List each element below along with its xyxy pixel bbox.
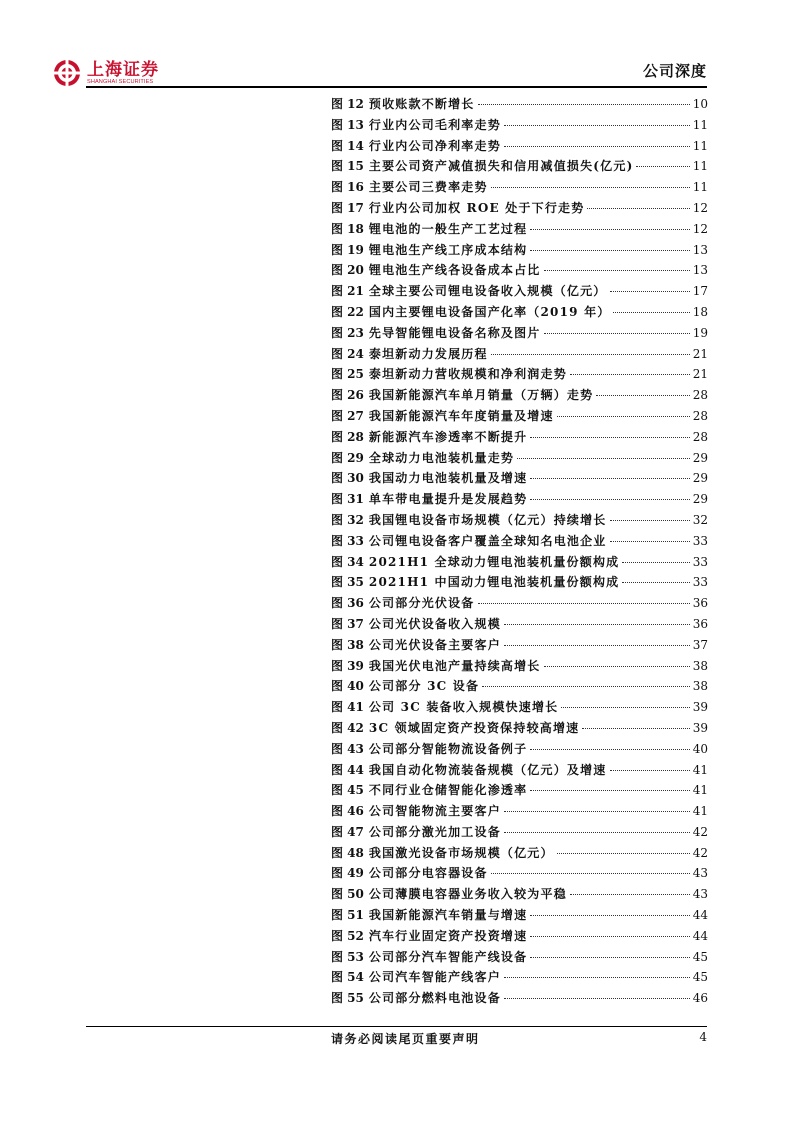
toc-page-number: 42 — [692, 845, 708, 860]
toc-figure-label: 图 14 — [331, 138, 364, 153]
toc-figure-title: 公司薄膜电容器业务收入较为平稳 — [368, 887, 567, 902]
toc-entry[interactable] — [331, 282, 708, 303]
toc-dot-leader — [478, 104, 690, 105]
toc-dot-leader — [530, 499, 689, 500]
toc-dot-leader — [530, 229, 689, 230]
toc-entry[interactable] — [331, 553, 708, 574]
toc-figure-title: 我国光伏电池产量持续高增长 — [368, 658, 541, 673]
toc-dot-leader — [610, 541, 690, 542]
toc-dot-leader — [557, 853, 690, 854]
toc-page-number: 29 — [692, 492, 708, 507]
toc-dot-leader — [636, 166, 689, 167]
toc-figure-title: 我国新能源汽车销量与增速 — [368, 908, 528, 923]
toc-figure-title: 公司部分 3C 设备 — [368, 679, 480, 694]
toc-dot-leader — [544, 270, 690, 271]
toc-entry[interactable] — [331, 511, 708, 532]
toc-figure-label: 图 40 — [331, 679, 364, 694]
logo-chinese-name: 上海证券 — [87, 59, 159, 80]
toc-page-number: 13 — [692, 263, 708, 278]
toc-dot-leader — [530, 936, 689, 937]
toc-figure-label: 图 33 — [331, 533, 364, 548]
toc-dot-leader — [570, 894, 690, 895]
footer-disclaimer: 请务必阅读尾页重要声明 — [331, 1032, 480, 1046]
toc-dot-leader — [491, 354, 690, 355]
toc-entry[interactable] — [331, 532, 708, 553]
toc-figure-label: 图 42 — [331, 720, 364, 735]
toc-figure-label: 图 41 — [331, 700, 364, 715]
toc-entry[interactable] — [331, 594, 708, 615]
toc-page-number: 32 — [692, 512, 708, 527]
toc-figure-label: 图 28 — [331, 429, 364, 444]
toc-entry[interactable] — [331, 761, 708, 782]
footer-divider — [86, 1026, 707, 1027]
toc-dot-leader — [530, 749, 689, 750]
toc-page-number: 46 — [692, 991, 708, 1006]
toc-page-number: 28 — [692, 408, 708, 423]
toc-page-number: 18 — [692, 304, 708, 319]
toc-entry[interactable] — [331, 573, 708, 594]
toc-dot-leader — [482, 686, 690, 687]
header-divider — [86, 86, 707, 88]
toc-figure-title: 公司 3C 装备收入规模快速增长 — [368, 700, 559, 715]
toc-figure-title: 公司光伏设备主要客户 — [368, 637, 501, 652]
toc-figure-label: 图 25 — [331, 367, 364, 382]
toc-entry[interactable] — [331, 241, 708, 262]
toc-entry[interactable] — [331, 449, 708, 470]
toc-entry[interactable] — [331, 137, 708, 158]
page-number: 4 — [699, 1030, 707, 1044]
toc-dot-leader — [504, 645, 690, 646]
toc-page-number: 36 — [692, 616, 708, 631]
toc-entry[interactable] — [331, 95, 708, 116]
toc-figure-label: 图 47 — [331, 824, 364, 839]
toc-figure-label: 图 20 — [331, 263, 364, 278]
toc-entry[interactable] — [331, 469, 708, 490]
toc-figure-title: 公司部分光伏设备 — [368, 596, 475, 611]
toc-dot-leader — [530, 478, 689, 479]
toc-dot-leader — [622, 582, 689, 583]
toc-figure-label: 图 51 — [331, 908, 364, 923]
toc-page-number: 33 — [692, 575, 708, 590]
toc-figure-title: 我国激光设备市场规模（亿元） — [368, 845, 554, 860]
toc-page-number: 28 — [692, 429, 708, 444]
toc-figure-label: 图 23 — [331, 325, 364, 340]
toc-figure-title: 公司部分燃料电池设备 — [368, 991, 501, 1006]
toc-dot-leader — [504, 125, 690, 126]
toc-figure-title: 行业内公司毛利率走势 — [368, 117, 501, 132]
toc-entry[interactable] — [331, 927, 708, 948]
toc-figure-label: 图 50 — [331, 887, 364, 902]
toc-figure-label: 图 48 — [331, 845, 364, 860]
toc-entry[interactable] — [331, 719, 708, 740]
toc-dot-leader — [504, 146, 690, 147]
toc-entry[interactable] — [331, 386, 708, 407]
company-logo — [52, 58, 159, 88]
toc-figure-title: 我国新能源汽车单月销量（万辆）走势 — [368, 388, 594, 403]
toc-entry[interactable] — [331, 490, 708, 511]
toc-dot-leader — [530, 437, 689, 438]
toc-entry[interactable] — [331, 885, 708, 906]
toc-figure-title: 公司汽车智能产线客户 — [368, 970, 501, 985]
toc-entry[interactable] — [331, 844, 708, 865]
toc-dot-leader — [622, 562, 689, 563]
toc-figure-label: 图 32 — [331, 512, 364, 527]
toc-figure-title: 泰坦新动力发展历程 — [368, 346, 488, 361]
toc-entry[interactable] — [331, 615, 708, 636]
toc-dot-leader — [504, 998, 690, 999]
toc-dot-leader — [504, 977, 690, 978]
toc-figure-title: 不同行业仓储智能化渗透率 — [368, 783, 528, 798]
toc-entry[interactable] — [331, 261, 708, 282]
toc-dot-leader — [613, 312, 689, 313]
toc-figure-label: 图 31 — [331, 492, 364, 507]
toc-entry[interactable] — [331, 636, 708, 657]
toc-entry[interactable] — [331, 989, 708, 1010]
toc-figure-label: 图 46 — [331, 804, 364, 819]
toc-page-number: 33 — [692, 554, 708, 569]
toc-entry[interactable] — [331, 864, 708, 885]
document-type-label: 公司深度 — [642, 62, 707, 80]
toc-dot-leader — [582, 728, 689, 729]
toc-page-number: 33 — [692, 533, 708, 548]
toc-page-number: 38 — [692, 679, 708, 694]
toc-entry[interactable] — [331, 968, 708, 989]
toc-figure-label: 图 54 — [331, 970, 364, 985]
toc-figure-label: 图 19 — [331, 242, 364, 257]
toc-page-number: 45 — [692, 949, 708, 964]
toc-figure-label: 图 30 — [331, 471, 364, 486]
toc-figure-title: 公司部分汽车智能产线设备 — [368, 949, 528, 964]
toc-figure-title: 先导智能锂电设备名称及图片 — [368, 325, 541, 340]
toc-page-number: 21 — [692, 346, 708, 361]
toc-figure-title: 公司部分智能物流设备例子 — [368, 741, 528, 756]
toc-dot-leader — [587, 208, 689, 209]
toc-figure-title: 主要公司三费率走势 — [368, 180, 488, 195]
toc-page-number: 39 — [692, 720, 708, 735]
toc-figure-label: 图 12 — [331, 97, 364, 111]
toc-page-number: 11 — [692, 159, 708, 174]
toc-dot-leader — [478, 603, 690, 604]
toc-page-number: 43 — [692, 866, 708, 881]
toc-page-number: 11 — [692, 117, 708, 132]
toc-entry[interactable] — [331, 407, 708, 428]
toc-page-number: 36 — [692, 596, 708, 611]
toc-entry[interactable] — [331, 303, 708, 324]
toc-dot-leader — [557, 416, 690, 417]
toc-figure-title: 泰坦新动力营收规模和净利润走势 — [368, 367, 567, 382]
toc-figure-label: 图 35 — [331, 575, 364, 590]
toc-dot-leader — [530, 250, 689, 251]
toc-figure-title: 我国自动化物流装备规模（亿元）及增速 — [368, 762, 607, 777]
toc-figure-label: 图 49 — [331, 866, 364, 881]
toc-entry[interactable] — [331, 178, 708, 199]
toc-figure-label: 图 52 — [331, 928, 364, 943]
toc-page-number: 37 — [692, 637, 708, 652]
toc-dot-leader — [504, 624, 690, 625]
toc-figure-label: 图 18 — [331, 221, 364, 236]
toc-dot-leader — [544, 333, 690, 334]
toc-figure-title: 行业内公司净利率走势 — [368, 138, 501, 153]
toc-figure-label: 图 34 — [331, 554, 364, 569]
toc-figure-title: 国内主要锂电设备国产化率（2019 年） — [368, 304, 611, 319]
toc-entry[interactable] — [331, 428, 708, 449]
toc-dot-leader — [517, 458, 690, 459]
toc-page-number: 41 — [692, 783, 708, 798]
toc-figure-title: 全球主要公司锂电设备收入规模（亿元） — [368, 284, 607, 299]
figure-index-list — [331, 95, 708, 1010]
toc-page-number: 21 — [692, 367, 708, 382]
toc-figure-label: 图 13 — [331, 117, 364, 132]
toc-figure-label: 图 37 — [331, 616, 364, 631]
toc-figure-title: 新能源汽车渗透率不断提升 — [368, 429, 528, 444]
toc-figure-title: 我国锂电设备市场规模（亿元）持续增长 — [368, 512, 607, 527]
toc-page-number: 10 — [692, 97, 708, 111]
toc-dot-leader — [491, 187, 690, 188]
toc-page-number: 42 — [692, 824, 708, 839]
toc-figure-title: 我国动力电池装机量及增速 — [368, 471, 528, 486]
toc-figure-label: 图 21 — [331, 284, 364, 299]
toc-figure-title: 公司部分电容器设备 — [368, 866, 488, 881]
toc-dot-leader — [570, 374, 690, 375]
toc-page-number: 29 — [692, 450, 708, 465]
toc-entry[interactable] — [331, 948, 708, 969]
toc-figure-label: 图 38 — [331, 637, 364, 652]
toc-page-number: 40 — [692, 741, 708, 756]
toc-dot-leader — [504, 832, 690, 833]
toc-figure-title: 3C 领域固定资产投资保持较高增速 — [368, 720, 580, 735]
toc-figure-label: 图 45 — [331, 783, 364, 798]
toc-page-number: 29 — [692, 471, 708, 486]
toc-page-number: 11 — [692, 138, 708, 153]
toc-dot-leader — [491, 873, 690, 874]
toc-page-number: 17 — [692, 284, 708, 299]
toc-dot-leader — [530, 957, 689, 958]
toc-figure-title: 主要公司资产减值损失和信用减值损失(亿元) — [368, 159, 634, 174]
toc-figure-label: 图 24 — [331, 346, 364, 361]
toc-figure-label: 图 36 — [331, 596, 364, 611]
toc-page-number: 41 — [692, 804, 708, 819]
toc-figure-title: 单车带电量提升是发展趋势 — [368, 492, 528, 507]
toc-page-number: 12 — [692, 221, 708, 236]
toc-figure-label: 图 55 — [331, 991, 364, 1006]
toc-entry[interactable] — [331, 324, 708, 345]
toc-entry[interactable] — [331, 657, 708, 678]
toc-page-number: 44 — [692, 928, 708, 943]
toc-page-number: 45 — [692, 970, 708, 985]
toc-page-number: 13 — [692, 242, 708, 257]
toc-dot-leader — [544, 666, 690, 667]
toc-dot-leader — [530, 790, 689, 791]
toc-figure-label: 图 43 — [331, 741, 364, 756]
toc-dot-leader — [530, 915, 689, 916]
toc-page-number: 39 — [692, 700, 708, 715]
toc-entry[interactable] — [331, 906, 708, 927]
toc-page-number: 11 — [692, 180, 708, 195]
toc-figure-label: 图 16 — [331, 180, 364, 195]
toc-entry[interactable] — [331, 345, 708, 366]
toc-figure-label: 图 44 — [331, 762, 364, 777]
toc-page-number: 19 — [692, 325, 708, 340]
toc-figure-label: 图 29 — [331, 450, 364, 465]
toc-figure-title: 锂电池的一般生产工艺过程 — [368, 221, 528, 236]
toc-figure-label: 图 15 — [331, 159, 364, 174]
toc-figure-title: 公司部分激光加工设备 — [368, 824, 501, 839]
toc-entry[interactable] — [331, 157, 708, 178]
toc-figure-title: 2021H1 全球动力锂电池装机量份额构成 — [368, 554, 620, 569]
toc-figure-label: 图 53 — [331, 949, 364, 964]
toc-entry[interactable] — [331, 199, 708, 220]
toc-figure-title: 行业内公司加权 ROE 处于下行走势 — [368, 200, 585, 215]
toc-entry[interactable] — [331, 740, 708, 761]
toc-figure-label: 图 39 — [331, 658, 364, 673]
toc-entry[interactable] — [331, 823, 708, 844]
toc-entry[interactable] — [331, 365, 708, 386]
page-header — [0, 0, 793, 90]
toc-page-number: 38 — [692, 658, 708, 673]
toc-entry[interactable] — [331, 802, 708, 823]
toc-figure-title: 汽车行业固定资产投资增速 — [368, 928, 528, 943]
toc-entry[interactable] — [331, 781, 708, 802]
toc-figure-title: 我国新能源汽车年度销量及增速 — [368, 408, 554, 423]
toc-figure-title: 锂电池生产线工序成本结构 — [368, 242, 528, 257]
logo-emblem-icon — [52, 58, 82, 88]
toc-entry[interactable] — [331, 220, 708, 241]
toc-page-number: 41 — [692, 762, 708, 777]
toc-figure-label: 图 26 — [331, 388, 364, 403]
toc-figure-title: 2021H1 中国动力锂电池装机量份额构成 — [368, 575, 620, 590]
toc-figure-label: 图 27 — [331, 408, 364, 423]
toc-figure-title: 预收账款不断增长 — [368, 97, 475, 111]
toc-dot-leader — [596, 395, 689, 396]
toc-dot-leader — [504, 811, 690, 812]
toc-entry[interactable] — [331, 677, 708, 698]
toc-dot-leader — [610, 520, 690, 521]
toc-page-number: 12 — [692, 200, 708, 215]
toc-entry[interactable] — [331, 116, 708, 137]
toc-figure-label: 图 22 — [331, 304, 364, 319]
toc-figure-title: 全球动力电池装机量走势 — [368, 450, 515, 465]
toc-figure-title: 公司锂电设备客户覆盖全球知名电池企业 — [368, 533, 607, 548]
toc-dot-leader — [610, 291, 690, 292]
toc-dot-leader — [561, 707, 689, 708]
logo-english-name: SHANGHAI SECURITIES — [87, 78, 154, 85]
toc-entry[interactable] — [331, 698, 708, 719]
toc-page-number: 43 — [692, 887, 708, 902]
toc-page-number: 28 — [692, 388, 708, 403]
toc-figure-title: 锂电池生产线各设备成本占比 — [368, 263, 541, 278]
toc-figure-title: 公司智能物流主要客户 — [368, 804, 501, 819]
toc-figure-label: 图 17 — [331, 200, 364, 215]
toc-page-number: 44 — [692, 908, 708, 923]
toc-dot-leader — [610, 770, 690, 771]
toc-figure-title: 公司光伏设备收入规模 — [368, 616, 501, 631]
